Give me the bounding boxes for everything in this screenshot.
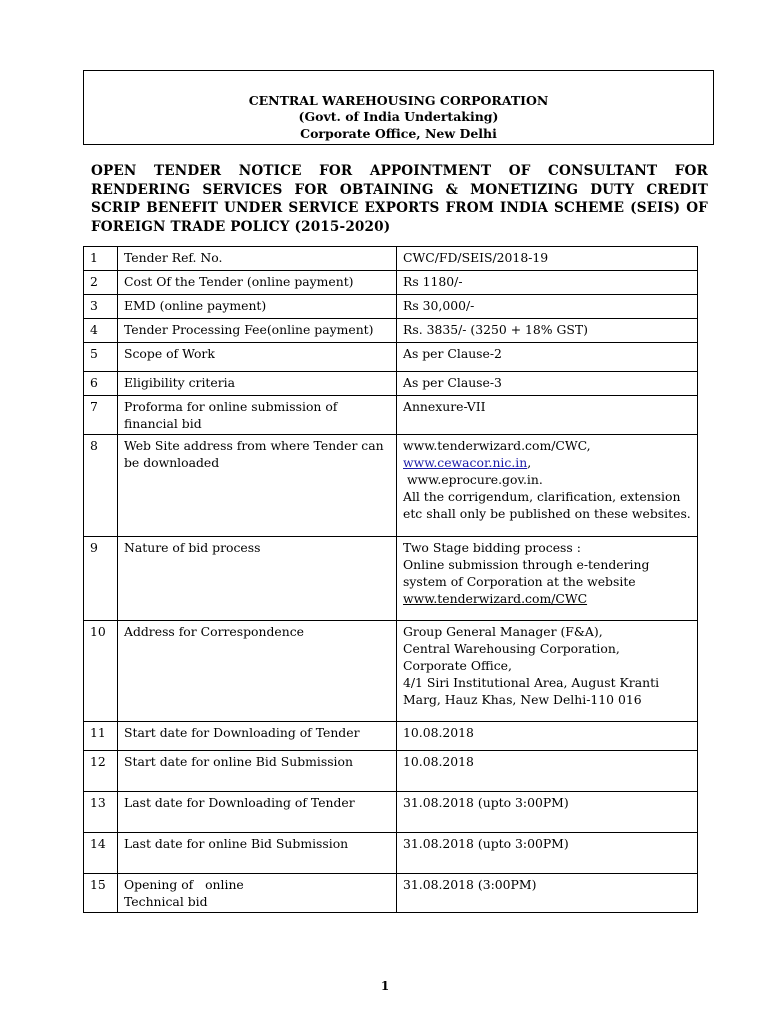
- row-item: Nature of bid process: [118, 537, 397, 621]
- row-item: Web Site address from where Tender can be downloaded: [118, 435, 397, 537]
- row-number: 2: [84, 271, 118, 295]
- row-value: Annexure-VII: [397, 396, 698, 435]
- row-value: Rs 30,000/-: [397, 295, 698, 319]
- row-number: 11: [84, 722, 118, 751]
- org-name: CENTRAL WAREHOUSING CORPORATION: [248, 92, 549, 108]
- row-value: As per Clause-2: [397, 343, 698, 372]
- row-number: 14: [84, 833, 118, 874]
- row-value: 31.08.2018 (upto 3:00PM): [397, 792, 698, 833]
- row-value: Rs. 3835/- (3250 + 18% GST): [397, 319, 698, 343]
- address-line: 4/1 Siri Institutional Area, August Kranti Marg, Hauz Khas, New Delhi-110 016: [403, 675, 660, 707]
- row-item: Scope of Work: [118, 343, 397, 372]
- table-row: [84, 722, 698, 751]
- row-item: Start date for Downloading of Tender: [118, 722, 397, 751]
- comma-text: ,: [527, 455, 532, 470]
- website-line: www.tenderwizard.com/CWC,: [403, 438, 591, 453]
- row-value: [397, 621, 698, 722]
- row-item: Start date for online Bid Submission: [118, 751, 397, 792]
- website-line: [403, 590, 691, 607]
- row-item: [118, 874, 397, 913]
- address-line: Central Warehousing Corporation,: [403, 641, 620, 656]
- row-item: Eligibility criteria: [118, 372, 397, 396]
- table-row: [84, 343, 698, 372]
- row-number: 13: [84, 792, 118, 833]
- org-subtitle: (Govt. of India Undertaking): [298, 109, 499, 124]
- row-number: 5: [84, 343, 118, 372]
- header-box: [83, 70, 714, 145]
- corrigendum-note: All the corrigendum, clarification, extension etc shall only be published on these websites.: [403, 489, 691, 521]
- table-row: [84, 396, 698, 435]
- row-number: 12: [84, 751, 118, 792]
- row-value: 31.08.2018 (upto 3:00PM): [397, 833, 698, 874]
- page-number: 1: [380, 979, 390, 993]
- row-number: 4: [84, 319, 118, 343]
- website-link[interactable]: www.tenderwizard.com/CWC: [403, 591, 588, 606]
- address-line: Corporate Office,: [403, 658, 512, 673]
- row-item: Address for Correspondence: [118, 621, 397, 722]
- table-row: [84, 271, 698, 295]
- row-value: [397, 435, 698, 537]
- row-number: 3: [84, 295, 118, 319]
- address-line: Group General Manager (F&A),: [403, 624, 603, 639]
- row-item: Proforma for online submission of financial bid: [118, 396, 397, 435]
- website-line: [403, 454, 691, 471]
- row-item: Tender Ref. No.: [118, 247, 397, 271]
- row-item: Last date for Downloading of Tender: [118, 792, 397, 833]
- bid-process-line: Two Stage bidding process :: [403, 540, 581, 555]
- table-row: [84, 537, 698, 621]
- row-value: Rs 1180/-: [397, 271, 698, 295]
- bid-process-line: Online submission through e-tendering system of Corporation at the website: [403, 557, 650, 589]
- row-item: EMD (online payment): [118, 295, 397, 319]
- row-number: 7: [84, 396, 118, 435]
- table-row: [84, 435, 698, 537]
- item-line: Opening of online: [124, 877, 244, 892]
- office-location: Corporate Office, New Delhi: [300, 125, 497, 141]
- notice-title: OPEN TENDER NOTICE FOR APPOINTMENT OF CONSULTANT FOR RENDERING SERVICES FOR OBTAINING & MONETIZING DUTY CREDIT SCRIP BENEFIT UNDER SERVICE EXPORTS FROM INDIA SCHEME (SEIS) OF FOREIGN TRADE POLICY (2015-2020): [91, 163, 708, 235]
- row-value: As per Clause-3: [397, 372, 698, 396]
- tender-details-table: [83, 246, 698, 913]
- table-row: [84, 792, 698, 833]
- table-row: [84, 833, 698, 874]
- item-line: Technical bid: [124, 894, 208, 909]
- row-number: 15: [84, 874, 118, 913]
- table-row: [84, 372, 698, 396]
- table-row: [84, 874, 698, 913]
- website-line: www.eprocure.gov.in.: [407, 472, 543, 487]
- row-item: Tender Processing Fee(online payment): [118, 319, 397, 343]
- table-row: [84, 247, 698, 271]
- row-value: 10.08.2018: [397, 751, 698, 792]
- row-number: 1: [84, 247, 118, 271]
- row-value: [397, 537, 698, 621]
- row-value: 10.08.2018: [397, 722, 698, 751]
- row-value: 31.08.2018 (3:00PM): [397, 874, 698, 913]
- table-row: [84, 621, 698, 722]
- website-link[interactable]: www.cewacor.nic.in: [403, 455, 528, 470]
- table-row: [84, 751, 698, 792]
- row-value: CWC/FD/SEIS/2018-19: [397, 247, 698, 271]
- row-number: 10: [84, 621, 118, 722]
- row-item: Last date for online Bid Submission: [118, 833, 397, 874]
- row-number: 9: [84, 537, 118, 621]
- table-row: [84, 319, 698, 343]
- table-row: [84, 295, 698, 319]
- row-number: 6: [84, 372, 118, 396]
- row-item: Cost Of the Tender (online payment): [118, 271, 397, 295]
- row-number: 8: [84, 435, 118, 537]
